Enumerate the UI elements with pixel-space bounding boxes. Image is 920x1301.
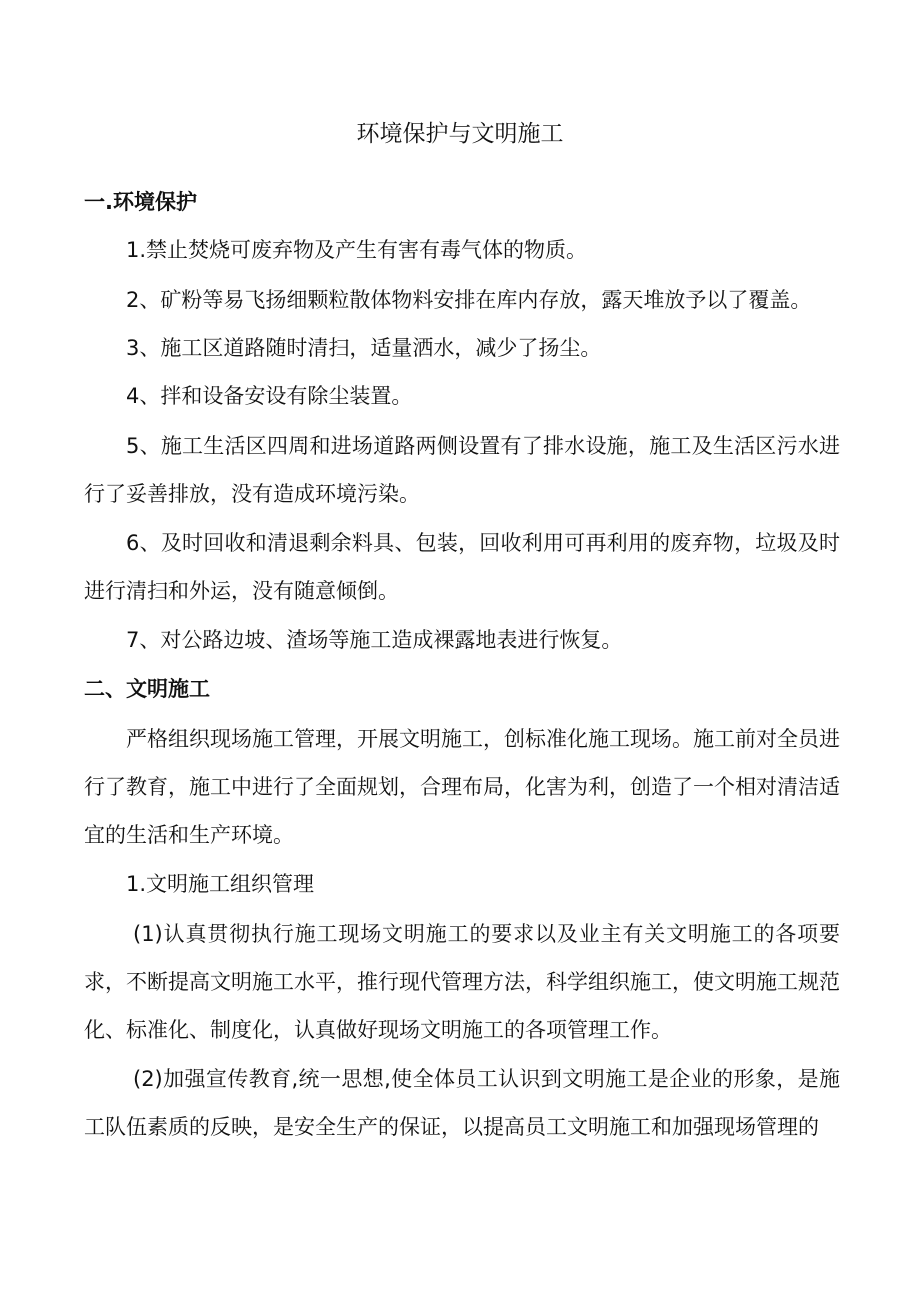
list-item: 4、拌和设备安设有除尘装置。: [126, 384, 413, 408]
list-item: (1)认真贯彻执行施工现场文明施工的要求以及业主有关文明施工的各项要求，不断提高文明施工水平，推行现代管理方法，科学组织施工，使文明施工规范化、标准化、制度化，认真做好现场文明施工的各项管理工作。: [84, 922, 840, 1042]
section-heading-environment: 一.环境保护: [84, 190, 197, 214]
section-heading-civilized-construction: 二、文明施工: [84, 677, 210, 701]
list-item: 7、对公路边坡、渣场等施工造成裸露地表进行恢复。: [126, 628, 623, 652]
list-item: 2、矿粉等易飞扬细颗粒散体物料安排在库内存放，露天堆放予以了覆盖。: [126, 288, 812, 312]
section-intro-paragraph: 严格组织现场施工管理，开展文明施工，创标准化施工现场。施工前对全员进行了教育，施工中进行了全面规划，合理布局，化害为利，创造了一个相对清洁适宜的生活和生产环境。: [84, 727, 840, 847]
document-title: 环境保护与文明施工: [356, 121, 564, 147]
list-item: (2)加强宣传教育,统一思想,使全体员工认识到文明施工是企业的形象，是施工队伍素质的反映，是安全生产的保证，以提高员工文明施工和加强现场管理的: [84, 1067, 840, 1139]
list-item: 1.禁止焚烧可废弃物及产生有害有毒气体的物质。: [126, 238, 588, 262]
list-item: 3、施工区道路随时清扫，适量洒水，减少了扬尘。: [126, 336, 602, 360]
list-item: 6、及时回收和清退剩余料具、包装，回收利用可再利用的废弃物，垃圾及时进行清扫和外运，没有随意倾倒。: [84, 531, 840, 603]
list-item: 5、施工生活区四周和进场道路两侧设置有了排水设施，施工及生活区污水进行了妥善排放，没有造成环境污染。: [84, 434, 840, 506]
subsection-heading: 1.文明施工组织管理: [126, 872, 315, 896]
